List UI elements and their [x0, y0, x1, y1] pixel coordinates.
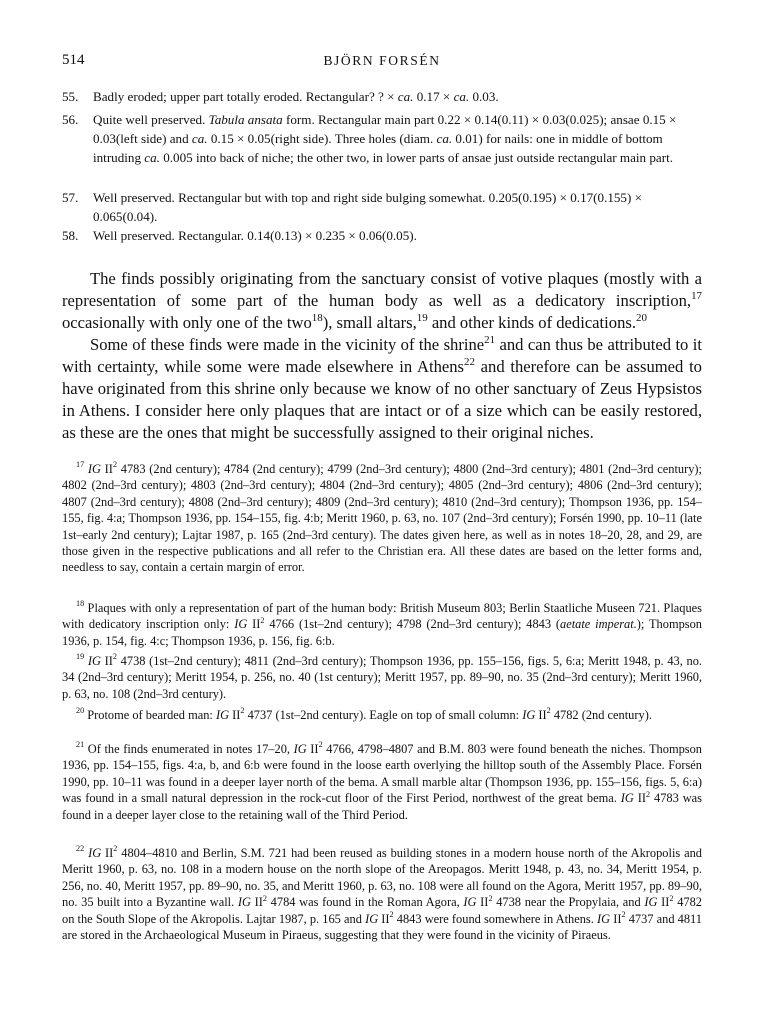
- page-header: [62, 52, 702, 74]
- footnote-body: IG $II^2$ 4738 (1st–2nd century); 4811 (2nd–3rd century); Thompson 1936, pp. 155–156, figs. 5, 6:a; Meritt 1948, p. 43, no. 34 (2nd–3rd century); Meritt 1954, p. 256, no. 40 (1st century); Meritt 1957, pp. 89–90, no. 35 (2nd–3rd century); Meritt 1960, p. 63, no. 108 (2nd–3rd century).: [62, 652, 702, 701]
- footnote-number: 20: [76, 706, 85, 716]
- catalogue-number: 55.: [62, 89, 79, 104]
- footnote-text: [62, 653, 702, 702]
- footnote-number: 18: [76, 599, 85, 609]
- footnote-text: [62, 600, 702, 649]
- running-title: BJÖRN FORSÉN: [323, 53, 441, 68]
- footnote-18: [62, 600, 702, 649]
- footnote-body: Of the finds enumerated in notes 17–20, IG $II^2$ 4766, 4798–4807 and B.M. 803 were found beneath the niches. Thompson 1936, pp. 154–155, figs. 4:a, b, and 6:b were found in the loose earth overlying the hilltop south of the Assembly Place. Forsén 1990, pp. 10–11 was found in a deeper layer north of the bema. A small marble altar (Thompson 1936, pp. 155–156, figs. 5, 6:a) was found in a small natural depression in the rock-cut floor of the First Period, northwest of the great bema. IG $II^2$ 4783 was found in a deeper layer close to the retaining wall of the Third Period.: [62, 740, 703, 822]
- footnote-body: IG $II^2$ 4783 (2nd century); 4784 (2nd century); 4799 (2nd–3rd century); 4800 (2nd–3rd century); 4801 (2nd–3rd century); 4802 (2nd–3rd century); 4803 (2nd–3rd century); 4804 (2nd–3rd century); 4805 (2nd–3rd century); 4806 (2nd–3rd century); 4807 (2nd–3rd century); 4808 (2nd–3rd century); 4809 (2nd–3rd century); 4810 (2nd–3rd century); Thompson 1936, pp. 154–155, fig. 4:a; Thompson 1936, pp. 154–155, fig. 4:b; Meritt 1960, p. 63, no. 107 (2nd–3rd century); Forsén 1990, pp. 10–11 (late 1st–early 2nd century); Lajtar 1987, p. 165 (2nd–3rd century). The dates given here, as well as in notes 18–20, 28, and 29, are those given in the respective publications and all refer to the Christian era. All these dates are based on the letter forms and, needless to say, contain a certain margin of error.: [62, 460, 702, 575]
- footnote-body: IG $II^2$ 4804–4810 and Berlin, S.M. 721 had been reused as building stones in a modern house north of the Akropolis and Meritt 1960, p. 63, no. 108 in a modern house on the north slope of the Areopagos. Meritt 1948, p. 43, no. 34, Meritt 1954, p. 256, no. 40, Meritt 1957, pp. 89–90, no. 35, and Meritt 1960, p. 63, no. 108 were all found on the Agora, Meritt 1957, pp. 89–90, no. 35 built into a Byzantine wall. IG $II^2$ 4784 was found in the Roman Agora, IG $II^2$ 4738 near the Propylaia, and IG $II^2$ 4782 on the South Slope of the Akropolis. Lajtar 1987, p. 165 and IG $II^2$ 4843 were found somewhere in Athens. IG $II^2$ 4737 and 4811 are stored in the Archaeological Museum in Piraeus, suggesting that they were found in the vicinity of Piraeus.: [62, 844, 702, 943]
- footnote-body: Protome of bearded man: IG $II^2$ 4737 (1st–2nd century). Eagle on top of small column: IG $II^2$ 4782 (2nd century).: [87, 706, 652, 722]
- footnote-number: 22: [76, 844, 85, 854]
- catalogue-entry: [62, 87, 702, 106]
- footnote-number: 19: [76, 652, 85, 662]
- main-text: [62, 268, 702, 444]
- footnote-body: Plaques with only a representation of part of the human body: British Museum 803; Berlin Staatliche Museen 721. Plaques with dedicatory inscription only: IG $II^2$ 4766 (1st–2nd century); 4798 (2nd–3rd century); 4843 (aetate imperat.); Thompson 1936, p. 154, fig. 4:c; Thompson 1936, p. 156, fig. 6:b.: [62, 601, 702, 648]
- catalogue-number: 57.: [62, 190, 79, 205]
- footnote-21: [62, 741, 702, 823]
- catalogue-number: 56.: [62, 112, 79, 127]
- catalogue-entry: [62, 226, 702, 245]
- footnote-19: [62, 653, 702, 702]
- footnote-17: [62, 461, 702, 576]
- body-paragraph: The finds possibly originating from the sanctuary consist of votive plaques (mostly with a representation of some part of the human body as well as a dedicatory inscription,$^{17}$ occasionally with only one of the two$^{18}$), small altars,$^{19}$ and other kinds of dedications.$^{20}$: [62, 269, 702, 332]
- catalogue-entry: [62, 110, 702, 167]
- footnote-text: [62, 707, 702, 723]
- footnote-22: [62, 845, 702, 943]
- body-paragraph: Some of these finds were made in the vicinity of the shrine$^{21}$ and can thus be attributed to it with certainty, while some were made elsewhere in Athens$^{22}$ and therefore can be assumed to have originated from this shrine only because we know of no other sanctuary of Zeus Hypsistos in Athens. I consider here only plaques that are intact or of a size which can be easily restored, as these are the ones that might be successfully assigned to their original niches.: [62, 333, 702, 442]
- footnote-20: [62, 707, 702, 723]
- catalogue-text: Well preserved. Rectangular but with top and right side bulging somewhat. 0.205(0.195) × 0.17(0.155) × 0.065(0.04).: [93, 190, 642, 224]
- footnote-text: [62, 741, 702, 823]
- catalogue-text: Badly eroded; upper part totally eroded. Rectangular? ? × ca. 0.17 × ca. 0.03.: [93, 89, 499, 104]
- catalogue-entry: [62, 188, 702, 226]
- footnote-number: 21: [76, 740, 85, 750]
- catalogue-text: Well preserved. Rectangular. 0.14(0.13) × 0.235 × 0.06(0.05).: [93, 228, 417, 243]
- footnote-text: [62, 461, 702, 576]
- catalogue-text: Quite well preserved. Tabula ansata form. Rectangular main part 0.22 × 0.14(0.11) × 0.03(0.025); ansae 0.15 × 0.03(left side) and ca. 0.15 × 0.05(right side). Three holes (diam. ca. 0.01) for nails: one in middle of bottom intruding ca. 0.005 into back of niche; the other two, in lower parts of ansae just outside rectangular main part.: [93, 112, 677, 165]
- footnote-number: 17: [76, 460, 85, 470]
- catalogue-number: 58.: [62, 228, 79, 243]
- footnote-text: [62, 845, 702, 943]
- page-number: 514: [62, 52, 85, 68]
